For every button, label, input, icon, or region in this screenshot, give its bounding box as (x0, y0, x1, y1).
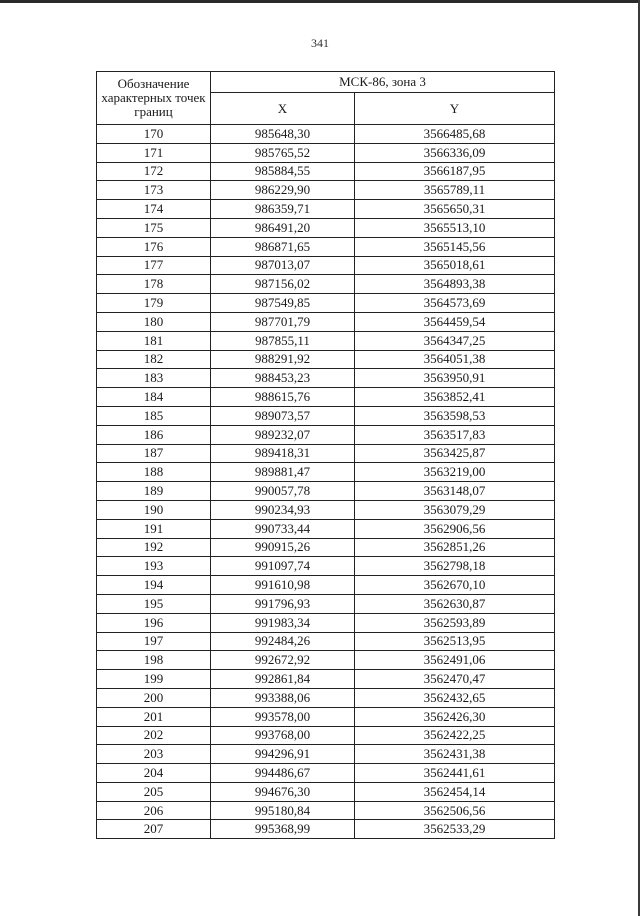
cell-y: 3564051,38 (355, 350, 555, 369)
cell-point: 178 (97, 275, 211, 294)
table-row (97, 218, 555, 237)
table-row (97, 369, 555, 388)
cell-x: 985648,30 (211, 125, 355, 144)
cell-y: 3563950,91 (355, 369, 555, 388)
table-row (97, 782, 555, 801)
cell-point: 200 (97, 688, 211, 707)
cell-point: 194 (97, 576, 211, 595)
cell-y: 3562441,61 (355, 764, 555, 783)
table-row (97, 557, 555, 576)
cell-y: 3564347,25 (355, 331, 555, 350)
cell-point: 207 (97, 820, 211, 839)
table-row (97, 538, 555, 557)
cell-y: 3562491,06 (355, 651, 555, 670)
cell-point: 204 (97, 764, 211, 783)
table-header (97, 72, 555, 125)
cell-x: 990733,44 (211, 519, 355, 538)
cell-x: 995180,84 (211, 801, 355, 820)
cell-y: 3566336,09 (355, 143, 555, 162)
table-row (97, 463, 555, 482)
table-row (97, 350, 555, 369)
table-row (97, 519, 555, 538)
cell-point: 190 (97, 500, 211, 519)
cell-point: 171 (97, 143, 211, 162)
cell-point: 202 (97, 726, 211, 745)
cell-point: 181 (97, 331, 211, 350)
cell-x: 989881,47 (211, 463, 355, 482)
cell-y: 3564459,54 (355, 312, 555, 331)
cell-y: 3562533,29 (355, 820, 555, 839)
cell-x: 991983,34 (211, 613, 355, 632)
table-row (97, 200, 555, 219)
cell-point: 193 (97, 557, 211, 576)
table-row (97, 670, 555, 689)
cell-y: 3566485,68 (355, 125, 555, 144)
cell-x: 989418,31 (211, 444, 355, 463)
cell-y: 3562426,30 (355, 707, 555, 726)
table-row (97, 237, 555, 256)
cell-y: 3563079,29 (355, 500, 555, 519)
cell-y: 3562431,38 (355, 745, 555, 764)
cell-x: 991796,93 (211, 594, 355, 613)
cell-x: 993578,00 (211, 707, 355, 726)
table-row (97, 613, 555, 632)
cell-point: 170 (97, 125, 211, 144)
table-row (97, 576, 555, 595)
cell-x: 985884,55 (211, 162, 355, 181)
cell-y: 3564893,38 (355, 275, 555, 294)
table-row (97, 125, 555, 144)
cell-point: 191 (97, 519, 211, 538)
cell-y: 3562593,89 (355, 613, 555, 632)
table-row (97, 425, 555, 444)
cell-x: 992672,92 (211, 651, 355, 670)
table-row (97, 594, 555, 613)
cell-point: 183 (97, 369, 211, 388)
cell-y: 3562513,95 (355, 632, 555, 651)
cell-point: 199 (97, 670, 211, 689)
table-row (97, 632, 555, 651)
cell-point: 175 (97, 218, 211, 237)
table-row (97, 294, 555, 313)
cell-x: 990057,78 (211, 482, 355, 501)
cell-y: 3565145,56 (355, 237, 555, 256)
cell-point: 197 (97, 632, 211, 651)
cell-point: 188 (97, 463, 211, 482)
table-body (97, 125, 555, 839)
cell-x: 991610,98 (211, 576, 355, 595)
cell-y: 3565513,10 (355, 218, 555, 237)
cell-x: 987701,79 (211, 312, 355, 331)
cell-x: 994296,91 (211, 745, 355, 764)
cell-point: 186 (97, 425, 211, 444)
cell-point: 203 (97, 745, 211, 764)
cell-x: 988453,23 (211, 369, 355, 388)
cell-x: 987156,02 (211, 275, 355, 294)
cell-y: 3562630,87 (355, 594, 555, 613)
cell-point: 176 (97, 237, 211, 256)
cell-x: 992484,26 (211, 632, 355, 651)
cell-x: 990915,26 (211, 538, 355, 557)
cell-x: 986491,20 (211, 218, 355, 237)
cell-y: 3563219,00 (355, 463, 555, 482)
cell-point: 173 (97, 181, 211, 200)
cell-x: 992861,84 (211, 670, 355, 689)
table-row (97, 181, 555, 200)
table-row (97, 162, 555, 181)
table-row (97, 312, 555, 331)
header-x: X (211, 93, 355, 125)
cell-point: 172 (97, 162, 211, 181)
cell-y: 3566187,95 (355, 162, 555, 181)
table-row (97, 651, 555, 670)
table-row (97, 388, 555, 407)
cell-y: 3562454,14 (355, 782, 555, 801)
cell-x: 988291,92 (211, 350, 355, 369)
cell-y: 3562798,18 (355, 557, 555, 576)
table-row (97, 256, 555, 275)
table-row (97, 331, 555, 350)
cell-y: 3563148,07 (355, 482, 555, 501)
cell-point: 201 (97, 707, 211, 726)
cell-point: 177 (97, 256, 211, 275)
header-coordinate-system: МСК-86, зона 3 (211, 72, 555, 93)
table-row (97, 707, 555, 726)
cell-x: 995368,99 (211, 820, 355, 839)
cell-x: 985765,52 (211, 143, 355, 162)
table-row (97, 143, 555, 162)
cell-point: 189 (97, 482, 211, 501)
cell-x: 987855,11 (211, 331, 355, 350)
header-y: Y (355, 93, 555, 125)
cell-point: 196 (97, 613, 211, 632)
cell-y: 3562670,10 (355, 576, 555, 595)
table-row (97, 726, 555, 745)
scan-edge-top (0, 0, 640, 3)
cell-point: 187 (97, 444, 211, 463)
cell-x: 986871,65 (211, 237, 355, 256)
cell-y: 3563517,83 (355, 425, 555, 444)
cell-y: 3563852,41 (355, 388, 555, 407)
cell-x: 990234,93 (211, 500, 355, 519)
table-row (97, 444, 555, 463)
cell-point: 182 (97, 350, 211, 369)
cell-x: 989073,57 (211, 406, 355, 425)
cell-y: 3562851,26 (355, 538, 555, 557)
cell-x: 994676,30 (211, 782, 355, 801)
cell-x: 988615,76 (211, 388, 355, 407)
cell-x: 993768,00 (211, 726, 355, 745)
cell-x: 987549,85 (211, 294, 355, 313)
cell-x: 991097,74 (211, 557, 355, 576)
cell-y: 3564573,69 (355, 294, 555, 313)
cell-point: 180 (97, 312, 211, 331)
cell-point: 185 (97, 406, 211, 425)
table-row (97, 688, 555, 707)
cell-y: 3565650,31 (355, 200, 555, 219)
cell-y: 3562470,47 (355, 670, 555, 689)
table-row (97, 801, 555, 820)
cell-y: 3562432,65 (355, 688, 555, 707)
cell-x: 986229,90 (211, 181, 355, 200)
header-points: Обозначение характерных точек границ (97, 72, 211, 125)
table-row (97, 764, 555, 783)
cell-x: 986359,71 (211, 200, 355, 219)
cell-y: 3565789,11 (355, 181, 555, 200)
cell-point: 174 (97, 200, 211, 219)
table-row (97, 820, 555, 839)
cell-x: 994486,67 (211, 764, 355, 783)
cell-x: 987013,07 (211, 256, 355, 275)
cell-point: 206 (97, 801, 211, 820)
table-row (97, 745, 555, 764)
cell-y: 3562422,25 (355, 726, 555, 745)
page-number: 341 (311, 36, 329, 50)
table-row (97, 482, 555, 501)
cell-y: 3565018,61 (355, 256, 555, 275)
cell-point: 179 (97, 294, 211, 313)
table-row (97, 500, 555, 519)
cell-point: 195 (97, 594, 211, 613)
cell-point: 184 (97, 388, 211, 407)
cell-y: 3562906,56 (355, 519, 555, 538)
cell-x: 989232,07 (211, 425, 355, 444)
cell-x: 993388,06 (211, 688, 355, 707)
cell-point: 205 (97, 782, 211, 801)
table-row (97, 406, 555, 425)
cell-y: 3563598,53 (355, 406, 555, 425)
cell-y: 3563425,87 (355, 444, 555, 463)
cell-point: 198 (97, 651, 211, 670)
coordinates-table (96, 71, 555, 839)
table-row (97, 275, 555, 294)
cell-point: 192 (97, 538, 211, 557)
cell-y: 3562506,56 (355, 801, 555, 820)
